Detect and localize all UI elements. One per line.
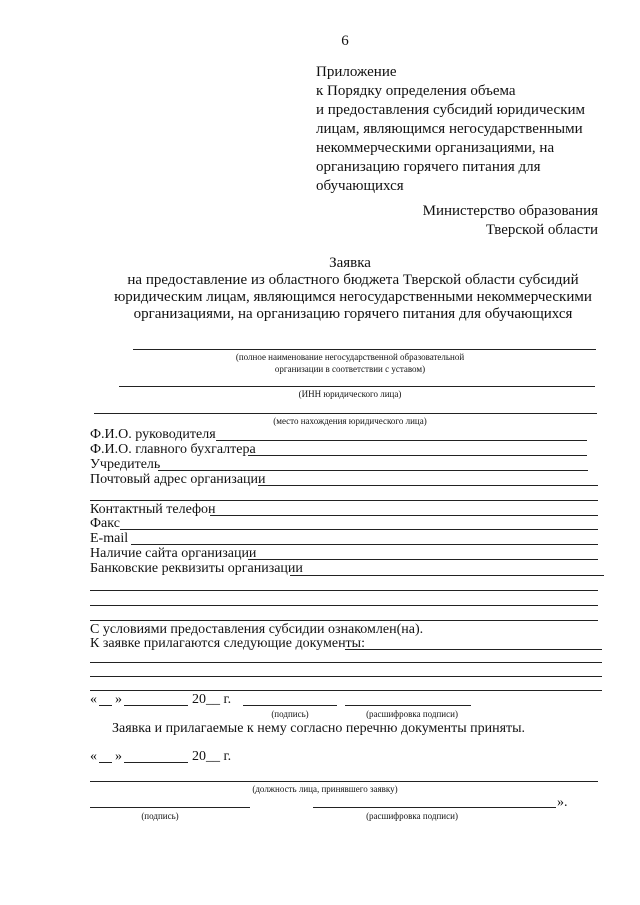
documents-label: К заявке прилагаются следующие документы: (90, 636, 365, 651)
addressee (423, 202, 598, 240)
postal-field-2[interactable] (90, 500, 598, 501)
documents-field-4[interactable] (90, 690, 602, 691)
closing-quote: ». (557, 795, 568, 810)
date-close-quote: » (115, 692, 122, 707)
documents-field-2[interactable] (90, 662, 602, 663)
date2-month-field[interactable] (124, 762, 188, 763)
accountant-field[interactable] (248, 455, 587, 456)
date-day-field[interactable] (99, 705, 112, 706)
postal-label: Почтовый адрес организации (90, 472, 266, 487)
document-title: Заявка (329, 255, 371, 271)
signature-field[interactable] (243, 705, 337, 706)
signature2-decode-field[interactable] (313, 807, 556, 808)
bank-label: Банковские реквизиты организации (90, 561, 303, 576)
date2-day-field[interactable] (99, 762, 112, 763)
postal-field[interactable] (258, 485, 598, 486)
org-name-line[interactable] (133, 349, 596, 350)
accepted-text: Заявка и прилагаемые к нему согласно перечню документы приняты. (112, 721, 526, 736)
appendix-line: лицам, являющимся негосударственными (316, 121, 583, 137)
bank-field-3[interactable] (90, 605, 598, 606)
inn-caption: (ИНН юридического лица) (298, 389, 402, 399)
documents-field-3[interactable] (90, 676, 602, 677)
acknowledged-text: С условиями предоставления субсидии ознакомлен(на). (90, 622, 424, 637)
accountant-label: Ф.И.О. главного бухгалтера (90, 442, 256, 457)
appendix-line: и предоставления субсидий юридическим (316, 102, 586, 118)
signature-caption: (подпись) (271, 709, 309, 719)
fax-label: Факс (90, 516, 120, 531)
signature2-caption: (подпись) (141, 811, 179, 821)
date-year: 20__ г. (192, 692, 232, 707)
appendix-line: некоммерческими организациями, на (316, 140, 555, 156)
addressee-line: Тверской области (485, 222, 598, 238)
location-line[interactable] (94, 413, 597, 414)
founder-label: Учредитель (90, 457, 161, 472)
phone-label: Контактный телефон (90, 502, 216, 517)
signature2-field[interactable] (90, 807, 250, 808)
appendix-line: обучающихся (316, 178, 404, 194)
appendix-line: организацию горячего питания для (316, 159, 541, 175)
site-field[interactable] (248, 559, 598, 560)
bank-field-2[interactable] (90, 590, 598, 591)
appendix-header (316, 63, 585, 196)
document-subtitle: на предоставление из областного бюджета Тверской области субсидий юридическим лицам, являющимся негосударственными некоммерческими организациями, на организацию горячего питания для обучающихся (114, 272, 592, 322)
signature-decode-field[interactable] (345, 705, 471, 706)
date2-close-quote: » (115, 749, 122, 764)
section-divider (90, 620, 598, 621)
date-month-field[interactable] (124, 705, 188, 706)
location-caption: (место нахождения юридического лица) (273, 416, 427, 426)
documents-field[interactable] (345, 649, 602, 650)
date-open-quote: « (90, 692, 97, 707)
head-label: Ф.И.О. руководителя (90, 427, 216, 442)
position-line[interactable] (90, 781, 598, 782)
bank-field[interactable] (290, 575, 604, 576)
head-field[interactable] (216, 440, 587, 441)
position-caption: (должность лица, принявшего заявку) (252, 784, 398, 794)
date2-open-quote: « (90, 749, 97, 764)
signature-decode-caption: (расшифровка подписи) (366, 709, 458, 719)
signature2-decode-caption: (расшифровка подписи) (366, 811, 458, 821)
inn-line[interactable] (119, 386, 595, 387)
email-label: E-mail (90, 531, 129, 546)
founder-field[interactable] (158, 470, 588, 471)
email-field[interactable] (131, 544, 598, 545)
page-number: 6 (341, 33, 349, 49)
appendix-line: к Порядку определения объема (316, 83, 516, 99)
addressee-line: Министерство образования (422, 203, 598, 219)
date2-year: 20__ г. (192, 749, 232, 764)
appendix-line: Приложение (316, 64, 397, 80)
fax-field[interactable] (120, 529, 598, 530)
org-name-caption: (полное наименование негосударственной образовательной организации в соответствии с уставом) (235, 352, 465, 374)
phone-field[interactable] (210, 515, 598, 516)
site-label: Наличие сайта организации (90, 546, 257, 561)
